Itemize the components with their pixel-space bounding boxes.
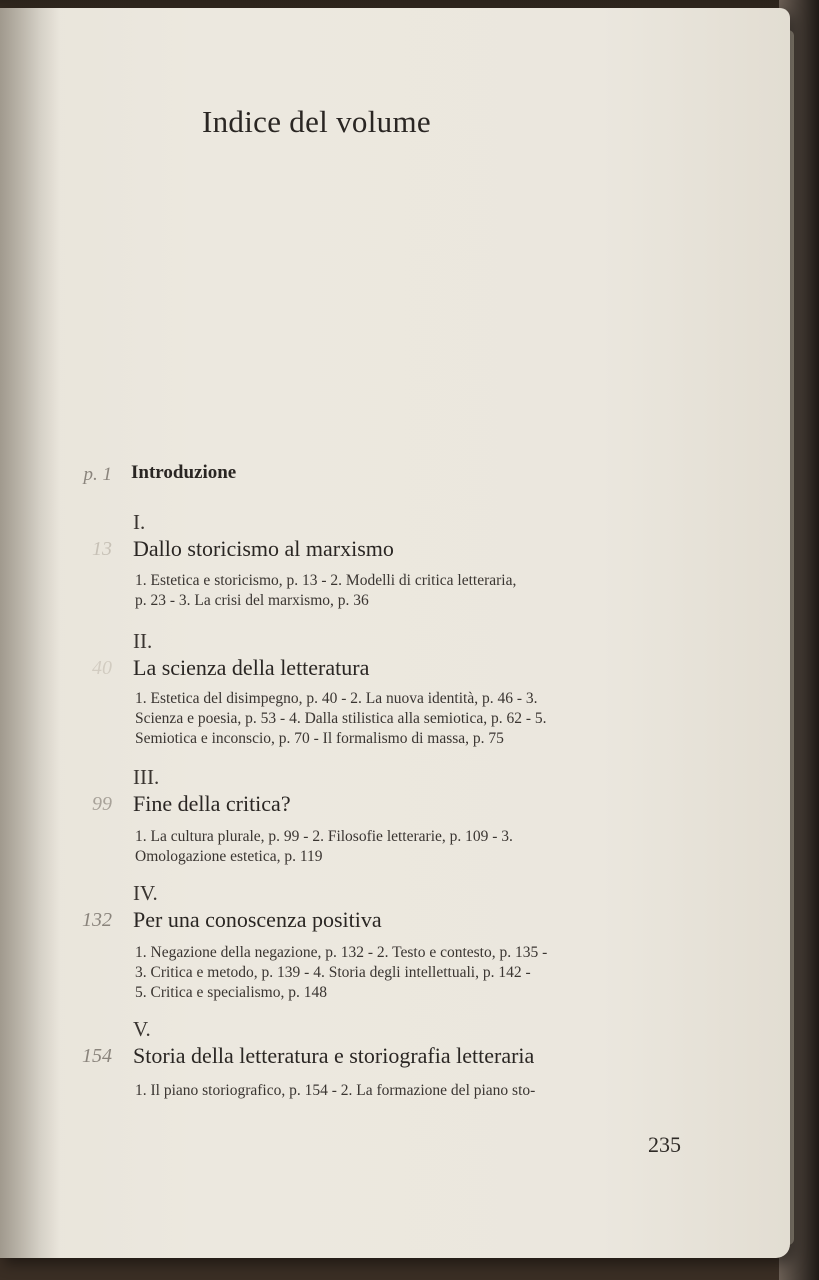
page-ref: 132 — [82, 909, 112, 931]
chapter-number: III. — [133, 765, 160, 789]
subsection-line: Omologazione estetica, p. 119 — [135, 848, 323, 865]
subsection-line: Scienza e poesia, p. 53 - 4. Dalla stilistica alla semiotica, p. 62 - 5. — [135, 710, 547, 727]
chapter-number: II. — [133, 629, 153, 653]
subsection-line: 3. Critica e metodo, p. 139 - 4. Storia degli intellettuali, p. 142 - — [135, 964, 531, 981]
subsection-line: 5. Critica e specialismo, p. 148 — [135, 984, 327, 1001]
chapter-number: I. — [133, 510, 146, 534]
chapter-subsections — [135, 571, 635, 611]
page-number: 235 — [648, 1132, 681, 1157]
chapter-subsections — [135, 1081, 635, 1101]
page-ref: 13 — [92, 538, 112, 560]
chapter-title: Fine della critica? — [133, 791, 291, 816]
page-ref: 40 — [92, 657, 112, 679]
chapter-subsections — [135, 689, 635, 749]
chapter-number: V. — [133, 1017, 151, 1041]
page-ref: 154 — [82, 1045, 112, 1067]
subsection-line: p. 23 - 3. La crisi del marxismo, p. 36 — [135, 592, 369, 609]
subsection-line: 1. Il piano storiografico, p. 154 - 2. La formazione del piano sto- — [135, 1082, 536, 1099]
chapter-title: Storia della letteratura e storiografia letteraria — [133, 1043, 535, 1068]
subsection-line: Semiotica e inconscio, p. 70 - Il formalismo di massa, p. 75 — [135, 730, 504, 747]
subsection-line: 1. Estetica del disimpegno, p. 40 - 2. La nuova identità, p. 46 - 3. — [135, 690, 538, 707]
subsection-line: 1. La cultura plurale, p. 99 - 2. Filosofie letterarie, p. 109 - 3. — [135, 828, 513, 845]
book-page — [0, 8, 790, 1258]
subsection-line: 1. Negazione della negazione, p. 132 - 2. Testo e contesto, p. 135 - — [135, 944, 548, 961]
subsection-line: 1. Estetica e storicismo, p. 13 - 2. Modelli di critica letteraria, — [135, 572, 517, 589]
chapter-title: La scienza della letteratura — [133, 655, 370, 680]
chapter-subsections — [135, 943, 635, 1003]
page-ref: p. 1 — [83, 464, 112, 485]
page-title: Indice del volume — [202, 104, 431, 139]
chapter-number: IV. — [133, 881, 158, 905]
chapter-subsections — [135, 827, 635, 867]
chapter-title: Per una conoscenza positiva — [133, 907, 382, 932]
chapter-title: Dallo storicismo al marxismo — [133, 536, 394, 561]
page-ref: 99 — [92, 793, 112, 815]
entry-title: Introduzione — [131, 462, 237, 483]
gutter-shadow — [0, 8, 60, 1258]
